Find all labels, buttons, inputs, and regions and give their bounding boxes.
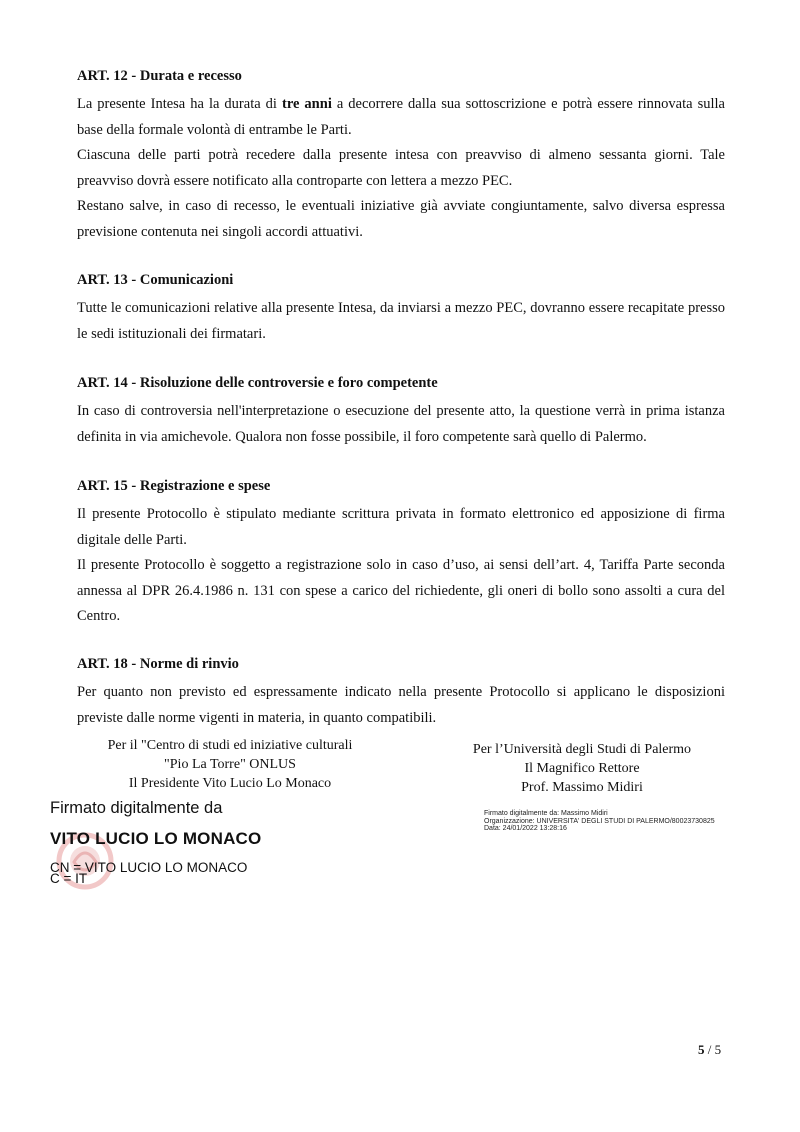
article-paragraph: Per quanto non previsto ed espressamente indicato nella presente Protocollo si applicano le disposizioni previste dalle norme vigenti in materia, in quanto compatibili.: [77, 684, 725, 726]
emphasized-text: tre anni: [281, 96, 332, 112]
signature-line: Per l’Università degli Studi di Palermo: [472, 742, 692, 757]
article-title: ART. 12 - Durata e recesso: [77, 68, 242, 84]
article-12: [77, 64, 725, 245]
signature-line: Il Presidente Vito Lucio Lo Monaco: [128, 776, 332, 791]
article-15: [77, 474, 725, 630]
article-paragraph: Il presente Protocollo è soggetto a registrazione solo in caso d’uso, ai sensi dell’art. 4, Tariffa Parte seconda annessa al DPR 26.4.1986 n. 131 con spese a carico del richiedente, gli oneri di bollo sono assolti a cura del Centro.: [77, 557, 725, 624]
signature-caption: Firmato digitalmente da: [50, 799, 223, 817]
article-paragraph: Ciascuna delle parti potrà recedere dalla presente intesa con preavviso di almeno sessanta giorni. Tale preavviso dovrà essere notificato alla controparte con lettera a mezzo PEC.: [77, 147, 725, 189]
signer-name: VITO LUCIO LO MONACO: [50, 829, 262, 848]
signature-date-line: Data: 24/01/2022 13:28:16: [484, 825, 567, 832]
digital-signature-stamp-right: [484, 810, 784, 833]
page-separator: /: [704, 1042, 715, 1057]
current-page: 5: [698, 1042, 705, 1057]
article-paragraph: In caso di controversia nell'interpretazione o esecuzione del presente atto, la questione verrà in prima istanza definita in via amichevole. Qualora non fosse possibile, il foro competente sarà quello di Palermo.: [77, 403, 725, 445]
article-18: [77, 652, 725, 731]
signer-cn: CN = VITO LUCIO LO MONACO: [50, 860, 248, 875]
article-paragraph: Tutte le comunicazioni relative alla presente Intesa, da inviarsi a mezzo PEC, dovranno essere recapitate presso le sedi istituzionali dei firmatari.: [77, 300, 725, 342]
signature-organization-line: Organizzazione: UNIVERSITA' DEGLI STUDI DI PALERMO/80023730825: [484, 817, 715, 825]
total-pages: 5: [714, 1042, 722, 1057]
signature-block-right: [412, 740, 752, 797]
article-paragraph: [77, 92, 725, 143]
article-paragraph: Il presente Protocollo è stipulato mediante scrittura privata in formato elettronico ed apposizione di firma digitale delle Parti.: [77, 506, 725, 548]
article-title: ART. 15 - Registrazione e spese: [77, 478, 271, 494]
signature-line: Il Magnifico Rettore: [524, 761, 640, 776]
article-title: ART. 13 - Comunicazioni: [77, 272, 234, 288]
signer-country: C = IT: [50, 871, 88, 886]
page-number: [698, 1042, 721, 1058]
signature-line: Prof. Massimo Midiri: [521, 780, 643, 795]
article-13: [77, 268, 725, 347]
article-title: ART. 14 - Risoluzione delle controversie e foro competente: [77, 375, 438, 391]
signature-line: Per il "Centro di studi ed iniziative culturali: [107, 738, 353, 753]
signature-signer-line: Firmato digitalmente da: Massimo Midiri: [484, 810, 608, 817]
article-14: [77, 371, 725, 450]
paragraph-text: a decorrere dalla sua sottoscrizione e potrà essere rinnovata sulla base della formale volontà di entrambe le Parti.: [77, 96, 725, 138]
signature-line: "Pio La Torre" ONLUS: [164, 757, 296, 772]
digital-signature-stamp-left: [50, 798, 380, 884]
article-title: ART. 18 - Norme di rinvio: [77, 656, 239, 672]
paragraph-text: La presente Intesa ha la durata di: [77, 96, 282, 112]
signature-block-left: [60, 736, 400, 793]
article-paragraph: Restano salve, in caso di recesso, le eventuali iniziative già avviate congiuntamente, salvo diversa espressa previsione contenuta nei singoli accordi attuativi.: [77, 198, 725, 240]
